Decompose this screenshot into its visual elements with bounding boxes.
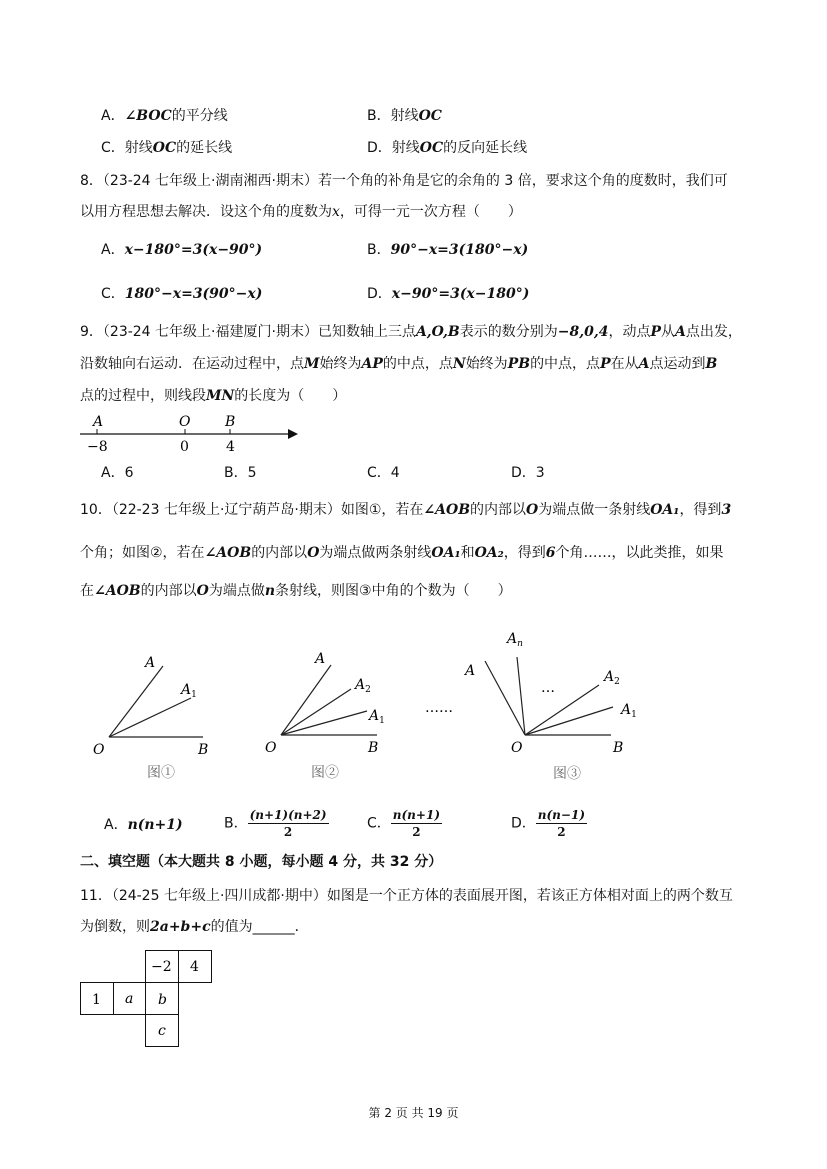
q11-stem-line1: 11．（24-25 七年级上·四川成都·期中）如图是一个正方体的表面展开图，若该正方体相对面上的两个数互	[80, 888, 733, 904]
q10-stem-line1: 10．（22-23 七年级上·辽宁葫芦岛·期末）如图①，若在∠AOB的内部以O为端点做一条射线OA₁，得到3	[80, 502, 732, 518]
cell-value-4: 4	[190, 959, 199, 975]
point-label-a: A	[93, 414, 104, 430]
q7-option-c: C．射线OC的延长线	[101, 140, 233, 156]
fig2-label-o: O	[265, 740, 277, 756]
axis-arrow	[288, 429, 298, 439]
fig3-caption: 图③	[553, 766, 581, 782]
point-value-a: −8	[87, 439, 108, 455]
q8-option-a: A．x−180°=3(x−90°)	[101, 242, 263, 258]
q8-option-c: C．180°−x=3(90°−x)	[101, 286, 263, 302]
q8-stem-line2: 以用方程思想去解决．设这个角的度数为x，可得一元一次方程（ ）	[80, 204, 522, 220]
cell-value-a: a	[125, 991, 134, 1007]
point-value-o: 0	[180, 439, 189, 455]
fig3-label-b: B	[613, 740, 624, 756]
q9-option-c: C．4	[367, 465, 400, 481]
fig1-caption: 图①	[147, 765, 175, 781]
q10-figures	[85, 625, 660, 790]
figure-ellipsis: ……	[425, 700, 453, 716]
fig3-label-a2: $A_2$	[604, 669, 620, 687]
q10-option-a: A．n(n+1)	[104, 817, 183, 833]
fig3-label-a: A	[465, 663, 476, 679]
point-label-b: B	[225, 414, 236, 430]
fig2-ray-oa	[281, 665, 331, 735]
page-footer: 第 2 页 共 19 页	[368, 1106, 459, 1120]
cell-value-1: 1	[92, 992, 101, 1008]
figure-1	[93, 655, 208, 781]
q9-number-line	[78, 410, 308, 458]
cell-value-b: b	[158, 992, 167, 1008]
q8-option-b: B．90°−x=3(180°−x)	[367, 242, 529, 258]
point-value-b: 4	[226, 439, 235, 455]
q10-stem-line3: 在∠AOB的内部以O为端点做n条射线，则图③中角的个数为（ ）	[80, 583, 512, 599]
cell-value-neg2: −2	[151, 959, 172, 975]
fig3-ray-oa1	[525, 707, 613, 735]
q7-option-b: B．射线OC	[367, 108, 442, 124]
q9-stem-line3: 点的过程中，则线段MN的长度为（ ）	[80, 388, 347, 404]
fig3-label-an: $A_n$	[507, 631, 523, 649]
section-heading-fill-in: 二、填空题（本大题共 8 小题，每小题 4 分，共 32 分）	[80, 854, 443, 870]
figure-2	[265, 651, 385, 781]
q11-stem-line2: 为倒数，则2a+b+c的值为______．	[80, 919, 309, 935]
q9-stem-line2: 沿数轴向右运动．在运动过程中，点M始终为AP的中点，点N始终为PB的中点，点P在从A点运动到B	[80, 356, 718, 372]
fig1-label-a: A	[145, 655, 156, 671]
fig3-ray-oa2	[525, 685, 599, 735]
q7-option-d: D．射线OC的反向延长线	[367, 140, 528, 156]
fig3-label-a1: $A_1$	[621, 702, 637, 720]
fig1-label-b: B	[198, 742, 209, 758]
q9-option-b: B．5	[224, 465, 257, 481]
fig1-ray-oa1	[109, 698, 191, 737]
q10-option-b: B． $\frac{(n+1)(n+2)}{2}$	[224, 808, 327, 839]
fig1-ray-oa	[109, 666, 163, 737]
fig3-label-o: O	[511, 740, 523, 756]
q10-stem-line2: 个角；如图②，若在∠AOB的内部以O为端点做两条射线OA₁和OA₂，得到6个角……，以此类推，如果	[80, 545, 724, 561]
q9-option-d: D．3	[511, 465, 545, 481]
cell-value-c: c	[158, 1023, 166, 1039]
fig2-ray-oa2	[281, 689, 351, 735]
fig2-label-a1: $A_1$	[369, 708, 385, 726]
point-label-o: O	[179, 414, 191, 430]
q7-option-a: A．∠BOC的平分线	[101, 108, 228, 124]
q10-option-d: D． $\frac{n(n-1)}{2}$	[511, 808, 585, 839]
fig3-dots: …	[541, 680, 555, 696]
q9-option-a: A．6	[101, 465, 134, 481]
q8-option-d: D．x−90°=3(x−180°)	[367, 286, 530, 302]
fig2-label-a: A	[315, 651, 326, 667]
q10-option-c: C． $\frac{n(n+1)}{2}$	[367, 808, 440, 839]
fig2-label-a2: $A_2$	[355, 677, 371, 695]
q9-stem-line1: 9．（23-24 七年级上·福建厦门·期末）已知数轴上三点A,O,B表示的数分别为−8,0,4，动点P从A点出发，	[80, 324, 742, 340]
fig1-label-a1: $A_1$	[181, 682, 197, 700]
fig1-label-o: O	[93, 742, 105, 758]
q8-stem-line1: 8．（23-24 七年级上·湖南湘西·期末）若一个角的补角是它的余角的 3 倍，要求这个角的度数时，我们可	[80, 173, 728, 189]
q11-cube-net	[78, 948, 218, 1050]
fig2-caption: 图②	[311, 765, 339, 781]
fig2-label-b: B	[368, 740, 379, 756]
figure-3	[463, 631, 637, 782]
fig2-ray-oa1	[281, 711, 367, 735]
